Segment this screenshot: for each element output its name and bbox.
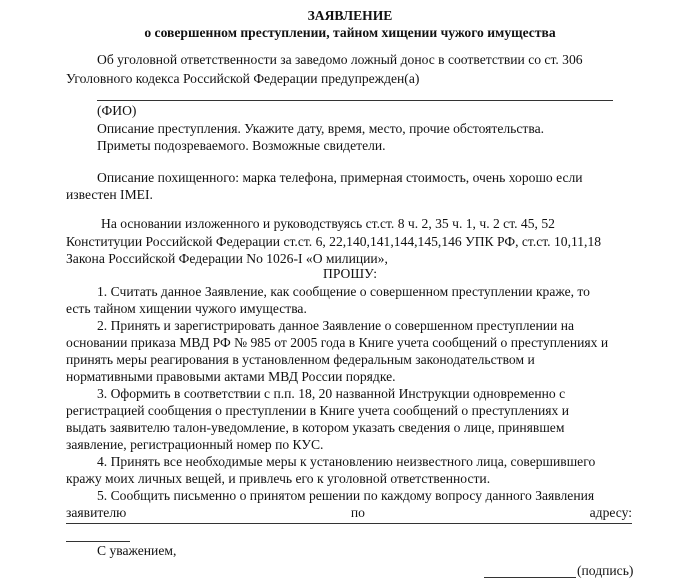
stolen-line-2: известен IMEI. bbox=[66, 187, 153, 202]
fio-blank-line[interactable] bbox=[97, 100, 613, 101]
address-blank-line[interactable] bbox=[66, 523, 632, 524]
document-subtitle: о совершенном преступлении, тайном хищении чужого имущества bbox=[144, 25, 556, 40]
item-2-line-1: 2. Принять и зарегистрировать данное Заявление о совершенном преступлении на bbox=[97, 318, 575, 333]
item-3-line-3: выдать заявителю талон-уведомление, в котором указать сведения о лице, принявшем bbox=[66, 420, 565, 435]
fio-label: (ФИО) bbox=[97, 103, 137, 118]
basis-line-1: На основании изложенного и руководствуясь ст.ст. 8 ч. 2, 35 ч. 1, ч. 2 ст. 45, 52 bbox=[101, 216, 555, 231]
signature-blank-line[interactable] bbox=[484, 577, 576, 578]
item-5-recipient: заявителю bbox=[66, 505, 127, 520]
document-title: ЗАЯВЛЕНИЕ bbox=[307, 8, 393, 23]
item-3-line-1: 3. Оформить в соответствии с п.п. 18, 20 названной Инструкции одновременно с bbox=[97, 386, 566, 401]
item-1-line-1: 1. Считать данное Заявление, как сообщение о совершенном преступлении краже, то bbox=[97, 284, 590, 299]
warning-line-1: Об уголовной ответственности за заведомо ложный донос в соответствии со ст. 306 bbox=[97, 52, 583, 67]
item-3-line-4: заявление, регистрационный номер по КУС. bbox=[66, 437, 324, 452]
item-5-preposition: по bbox=[350, 505, 365, 520]
item-2-line-3: принять меры реагирования в установленном федеральным законодательством и bbox=[66, 352, 535, 367]
item-4-line-1: 4. Принять все необходимые меры к установлению неизвестного лица, совершившего bbox=[97, 454, 596, 469]
stolen-line-1: Описание похищенного: марка телефона, примерная стоимость, очень хорошо если bbox=[97, 170, 583, 185]
basis-line-2: Конституции Российской Федерации ст.ст. 6, 22,140,141,144,145,146 УПК РФ, ст.ст. 10,11,18 bbox=[66, 234, 602, 249]
crime-description: Описание преступления. Укажите дату, время, место, прочие обстоятельства. bbox=[97, 121, 545, 136]
item-3-line-2: регистрацией сообщения о преступлении в Книге учета сообщений о преступлениях и bbox=[66, 403, 570, 418]
signature-label: (подпись) bbox=[577, 563, 634, 578]
suspects-description: Приметы подозреваемого. Возможные свидетели. bbox=[97, 138, 386, 153]
closing-phrase: С уважением, bbox=[97, 543, 177, 558]
address-blank-line-short[interactable] bbox=[66, 541, 130, 542]
request-heading: ПРОШУ: bbox=[323, 266, 377, 281]
item-5-line-1: 5. Сообщить письменно о принятом решении по каждому вопросу данного Заявления bbox=[97, 488, 595, 503]
basis-line-3: Закона Российской Федерации No 1026-I «О милиции», bbox=[66, 251, 388, 266]
item-4-line-2: кражу моих личных вещей, и привлечь его к уголовной ответственности. bbox=[66, 471, 491, 486]
item-1-line-2: есть тайном хищении чужого имущества. bbox=[66, 301, 307, 316]
item-2-line-2: основании приказа МВД РФ № 985 от 2005 года в Книге учета сообщений о преступлениях и bbox=[66, 335, 609, 350]
item-5-line-2 bbox=[66, 505, 632, 521]
item-2-line-4: нормативными правовыми актами МВД России порядке. bbox=[66, 369, 396, 384]
warning-line-2: Уголовного кодекса Российской Федерации предупрежден(а) bbox=[66, 71, 420, 86]
item-5-address-label: адресу: bbox=[589, 505, 632, 520]
